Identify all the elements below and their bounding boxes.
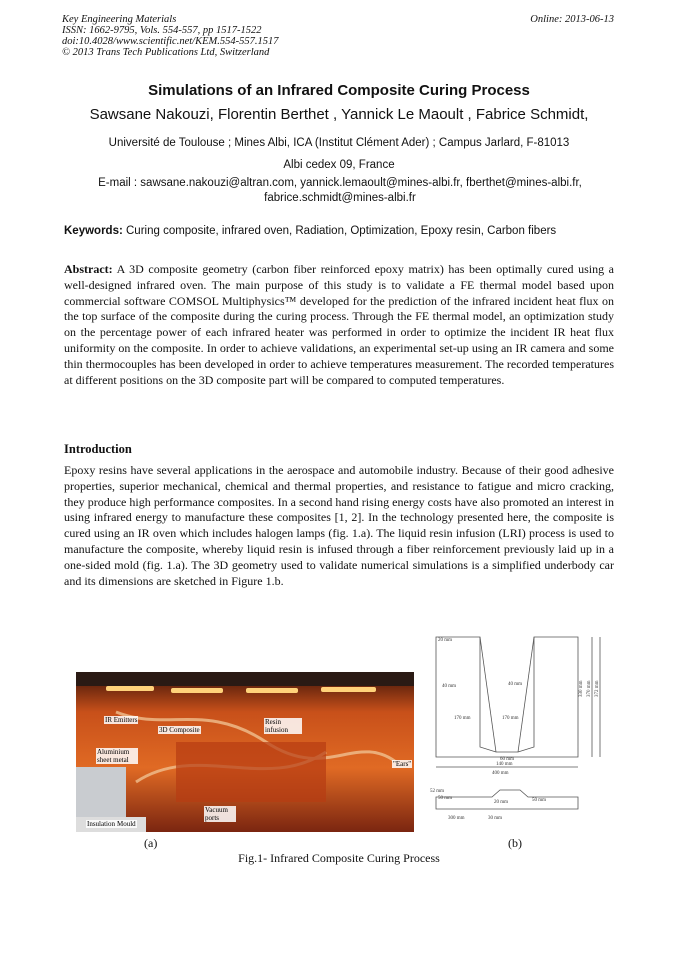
label-ir-emitters: IR Emitters (105, 716, 138, 724)
dim-370mm: 370 mm (587, 680, 592, 697)
copyright: © 2013 Trans Tech Publications Ltd, Switzerland (62, 47, 270, 58)
email-block (60, 176, 620, 206)
dim-20mm-b: 20 mm (494, 800, 509, 805)
issn: ISSN: 1662-9795, Vols. 554-557, pp 1517-1522 (62, 25, 262, 36)
abstract (64, 262, 614, 388)
caption-b: (b) (508, 836, 522, 850)
affiliation-line-1: Université de Toulouse ; Mines Albi, ICA (Institut Clément Ader) ; Campus Jarlard, F-81013 (108, 137, 570, 149)
dim-30mm: 30 mm (488, 816, 503, 821)
affiliation (0, 132, 678, 176)
dimension-drawing (428, 627, 608, 837)
affiliation-line-2: Albi cedex 09, France (283, 159, 395, 171)
dim-20mm: 20 mm (438, 638, 453, 643)
label-insulation: Insulation (87, 820, 115, 828)
keywords-text: Curing composite, infrared oven, Radiation, Optimization, Epoxy resin, Carbon fibers (122, 225, 557, 237)
introduction-text: Epoxy resins have several applications in the aerospace and automobile industry. Because of their good adhesive properties, superior mechanical, chemical and thermal properties, and resistance to fatigue and micro cracking, they produce high performance composites. In a second hand rising energy costs have also promoted an interest in using infrared energy to manufacture these composites [1, 2]. In the technology presented here, the composite is cured using an IR oven which includes halogen lamps (fig. 1.a). The liquid resin infusion (LRI) process is used to manufacture the composite, whereby liquid resin is infused through a fiber reinforcement previously laid up in a one-sided mold (fig. 1.a). The 3D geometry used to validate numerical simulations is a simplified underbody car and its dimensions are sketched in Figure 1.b. (64, 463, 614, 588)
dim-40mm-left: 40 mm (442, 684, 457, 689)
caption-a: (a) (144, 836, 158, 850)
label-ears: "Ears" (393, 760, 412, 768)
email-line-1: E-mail : sawsane.nakouzi@altran.com, yannick.lemaoult@mines-albi.fr, fberthet@mines-albi.fr, (98, 177, 582, 189)
doi: doi:10.4028/www.scientific.net/KEM.554-557.1517 (62, 36, 279, 47)
dim-50mm-right: 50 mm (532, 798, 547, 803)
online-date: Online: 2013-06-13 (530, 14, 614, 25)
figure-technical-drawing (428, 627, 608, 837)
dim-40mm-right: 40 mm (508, 682, 523, 687)
label-mould: Mould (117, 820, 136, 828)
label-aluminium-sheet: Aluminium sheet metal (96, 748, 138, 764)
keywords (64, 225, 624, 237)
dim-52mm: 52 mm (430, 789, 445, 794)
keywords-label: Keywords: (64, 225, 123, 237)
dim-170mm-left: 170 mm (454, 716, 471, 721)
journal-name: Key Engineering Materials (62, 14, 177, 25)
authors: Sawsane Nakouzi, Florentin Berthet , Yannick Le Maoult , Fabrice Schmidt, (89, 106, 589, 123)
dim-140mm: 140 mm (496, 762, 513, 767)
email-line-2: fabrice.schmidt@mines-albi.fr (264, 192, 416, 204)
label-3d-composite: 3D Composite (159, 726, 200, 734)
dim-300mm: 300 mm (448, 816, 465, 821)
dim-50mm-left: 50 mm (438, 796, 453, 801)
label-resin-infusion: Resin infusion (264, 718, 302, 734)
abstract-text: A 3D composite geometry (carbon fiber reinforced epoxy matrix) has been optimally cured using a well-designed infrared oven. The main purpose of this study is to validate a FE thermal model based upon commercial software COMSOL Multiphysics™ developed for the prediction of the infrared incident heat flux on the top surface of the composite during the curing process. Through the FE thermal model, an optimization study on the percentage power of each infrared heater was performed in order to optimize the incident IR heat flux uniformity on the composite. In order to achieve validations, an experimental set-up using an IR camera and some thin thermocouples has been developed in order to achieve temperatures measurement. The recorded temperatures at different positions on the 3D composite part will be compared to computed temperatures. (64, 262, 614, 387)
journal-header (62, 14, 614, 58)
paper-title: Simulations of an Infrared Composite Curing Process (148, 82, 530, 99)
dim-60mm: 60 mm (500, 757, 515, 762)
figure-caption: Fig.1- Infrared Composite Curing Process (238, 851, 440, 865)
dim-330mm: 330 mm (579, 680, 584, 697)
dim-372mm: 372 mm (595, 680, 600, 697)
label-vacuum-ports: Vacuum ports (204, 806, 236, 822)
figure-photo-oven (76, 672, 414, 832)
abstract-label: Abstract: (64, 262, 113, 276)
section-heading-introduction: Introduction (64, 442, 132, 456)
dim-170mm-right: 170 mm (502, 716, 519, 721)
dim-400mm: 400 mm (492, 771, 509, 776)
